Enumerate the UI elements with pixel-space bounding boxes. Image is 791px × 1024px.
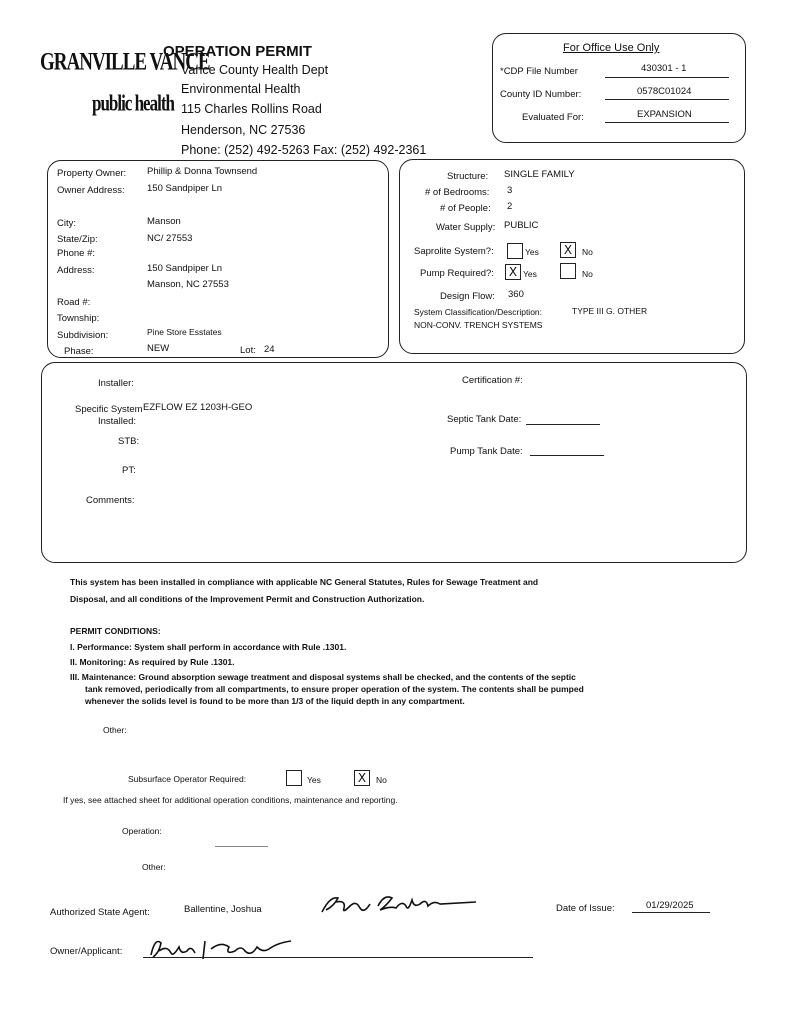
pump-tank-date-line xyxy=(530,455,604,456)
structure-value: SINGLE FAMILY xyxy=(504,169,575,180)
address-value-line1: 150 Sandpiper Ln xyxy=(147,263,223,274)
county-id-value: 0578C01024 xyxy=(637,86,692,97)
operator-other-label: Other: xyxy=(142,862,166,872)
structure-label: Structure: xyxy=(447,171,489,182)
septic-tank-date-label: Septic Tank Date: xyxy=(447,414,522,425)
agent-label: Authorized State Agent: xyxy=(50,907,150,918)
installer-label: Installer: xyxy=(98,378,134,389)
septic-tank-date-line xyxy=(526,424,600,425)
lot-value: 24 xyxy=(264,344,275,355)
saprolite-no-label: No xyxy=(582,247,593,257)
subdivision-label: Subdivision: xyxy=(57,330,109,341)
road-label: Road #: xyxy=(57,297,91,308)
phase-value: NEW xyxy=(147,343,170,354)
address-label: Address: xyxy=(57,265,95,276)
saprolite-yes-label: Yes xyxy=(525,247,539,257)
owner-signature xyxy=(145,933,305,963)
water-supply-label: Water Supply: xyxy=(436,222,496,233)
operation-line xyxy=(215,846,268,847)
pt-label: PT: xyxy=(122,465,136,476)
date-of-issue-value: 01/29/2025 xyxy=(646,900,694,911)
condition-performance: I. Performance: System shall perform in accordance with Rule .1301. xyxy=(70,642,347,652)
county-id-underline xyxy=(605,99,729,100)
city-label: City: xyxy=(57,218,76,229)
agency-phone-fax: Phone: (252) 492-5263 Fax: (252) 492-2361 xyxy=(181,143,427,157)
operator-yes-checkbox[interactable] xyxy=(286,770,302,786)
city-value: Manson xyxy=(147,216,181,227)
specific-system-label-1: Specific System xyxy=(75,404,143,415)
permit-conditions-heading: PERMIT CONDITIONS: xyxy=(70,626,161,636)
operator-yes-label: Yes xyxy=(307,775,321,785)
design-flow-value: 360 xyxy=(508,289,524,300)
date-of-issue-label: Date of Issue: xyxy=(556,903,615,914)
evaluated-underline xyxy=(605,122,729,123)
classification-label: System Classification/Description: xyxy=(414,307,543,317)
state-zip-value: NC/ 27553 xyxy=(147,233,193,244)
design-flow-label: Design Flow: xyxy=(440,291,495,302)
property-owner-value: Phillip & Donna Townsend xyxy=(147,166,258,177)
agent-signature xyxy=(316,888,486,918)
cdp-value: 430301 - 1 xyxy=(641,63,687,74)
pump-no-label: No xyxy=(582,269,593,279)
county-id-label: County ID Number: xyxy=(500,89,582,100)
phase-label: Phase: xyxy=(64,346,94,357)
specific-system-value: EZFLOW EZ 1203H-GEO xyxy=(143,402,253,413)
saprolite-label: Saprolite System?: xyxy=(414,246,494,257)
phone-label: Phone #: xyxy=(57,248,96,259)
owner-address-value: 150 Sandpiper Ln xyxy=(147,183,223,194)
conditions-other-label: Other: xyxy=(103,725,127,735)
operator-no-checkbox[interactable]: X xyxy=(354,770,370,786)
property-owner-label: Property Owner: xyxy=(57,168,127,179)
bedrooms-label: # of Bedrooms: xyxy=(425,187,490,198)
operator-no-label: No xyxy=(376,775,387,785)
office-use-heading: For Office Use Only xyxy=(563,42,660,54)
owner-address-label: Owner Address: xyxy=(57,185,125,196)
address-value-line2: Manson, NC 27553 xyxy=(147,279,229,290)
lot-label: Lot: xyxy=(240,345,256,356)
people-label: # of People: xyxy=(440,203,491,214)
operation-label: Operation: xyxy=(122,826,162,836)
cdp-label: *CDP File Number xyxy=(500,66,578,77)
agency-address-line3: 115 Charles Rollins Road xyxy=(181,102,322,116)
saprolite-no-checkbox[interactable]: X xyxy=(560,242,576,258)
saprolite-yes-checkbox[interactable] xyxy=(507,243,523,259)
pump-no-checkbox[interactable] xyxy=(560,263,576,279)
evaluated-label: Evaluated For: xyxy=(522,112,584,123)
agency-logo-line2: public health xyxy=(92,90,174,116)
classification-value-line1: TYPE III G. OTHER xyxy=(572,306,648,316)
page-title: OPERATION PERMIT xyxy=(163,43,312,60)
township-label: Township: xyxy=(57,313,100,324)
comments-label: Comments: xyxy=(86,495,135,506)
agent-name: Ballentine, Joshua xyxy=(184,904,262,915)
cdp-underline xyxy=(605,77,729,78)
pump-tank-date-label: Pump Tank Date: xyxy=(450,446,523,457)
specific-system-label-2: Installed: xyxy=(98,416,137,427)
certification-label: Certification #: xyxy=(462,375,523,386)
operator-required-label: Subsurface Operator Required: xyxy=(128,774,247,784)
operator-note: If yes, see attached sheet for additional operation conditions, maintenance and reporting. xyxy=(63,795,398,805)
agency-address-line2: Environmental Health xyxy=(181,82,301,96)
agency-address-line1: Vance County Health Dept xyxy=(181,63,329,77)
agency-address-line4: Henderson, NC 27536 xyxy=(181,123,306,137)
pump-required-label: Pump Required?: xyxy=(420,268,494,279)
condition-maintenance-line3: whenever the solids level is found to be more than 1/3 of the liquid depth in any compartment. xyxy=(85,696,465,706)
water-supply-value: PUBLIC xyxy=(504,220,539,231)
agency-logo-line1: GRANVILLE VANCE xyxy=(40,48,210,77)
compliance-statement-line2: Disposal, and all conditions of the Improvement Permit and Construction Authorization. xyxy=(70,594,425,604)
stb-label: STB: xyxy=(118,436,140,447)
classification-value-line2: NON-CONV. TRENCH SYSTEMS xyxy=(414,320,543,330)
owner-signature-line xyxy=(143,957,533,958)
bedrooms-value: 3 xyxy=(507,185,513,196)
compliance-statement-line1: This system has been installed in compliance with applicable NC General Statutes, Rules for Sewage Treatment and xyxy=(70,577,539,587)
pump-yes-checkbox[interactable]: X xyxy=(505,264,521,280)
condition-monitoring: II. Monitoring: As required by Rule .1301. xyxy=(70,657,235,667)
subdivision-value: Pine Store Esstates xyxy=(147,327,222,337)
owner-applicant-label: Owner/Applicant: xyxy=(50,946,123,957)
state-zip-label: State/Zip: xyxy=(57,234,98,245)
installation-box xyxy=(41,362,747,563)
pump-yes-label: Yes xyxy=(523,269,537,279)
condition-maintenance-line2: tank removed, periodically from all compartments, to ensure proper operation of the system. The contents shall be pumped xyxy=(85,684,584,694)
people-value: 2 xyxy=(507,201,513,212)
condition-maintenance-line1: III. Maintenance: Ground absorption sewage treatment and disposal systems shall be checked, and the contents of the septic xyxy=(70,672,576,682)
date-of-issue-line xyxy=(632,912,710,913)
evaluated-value: EXPANSION xyxy=(637,109,692,120)
